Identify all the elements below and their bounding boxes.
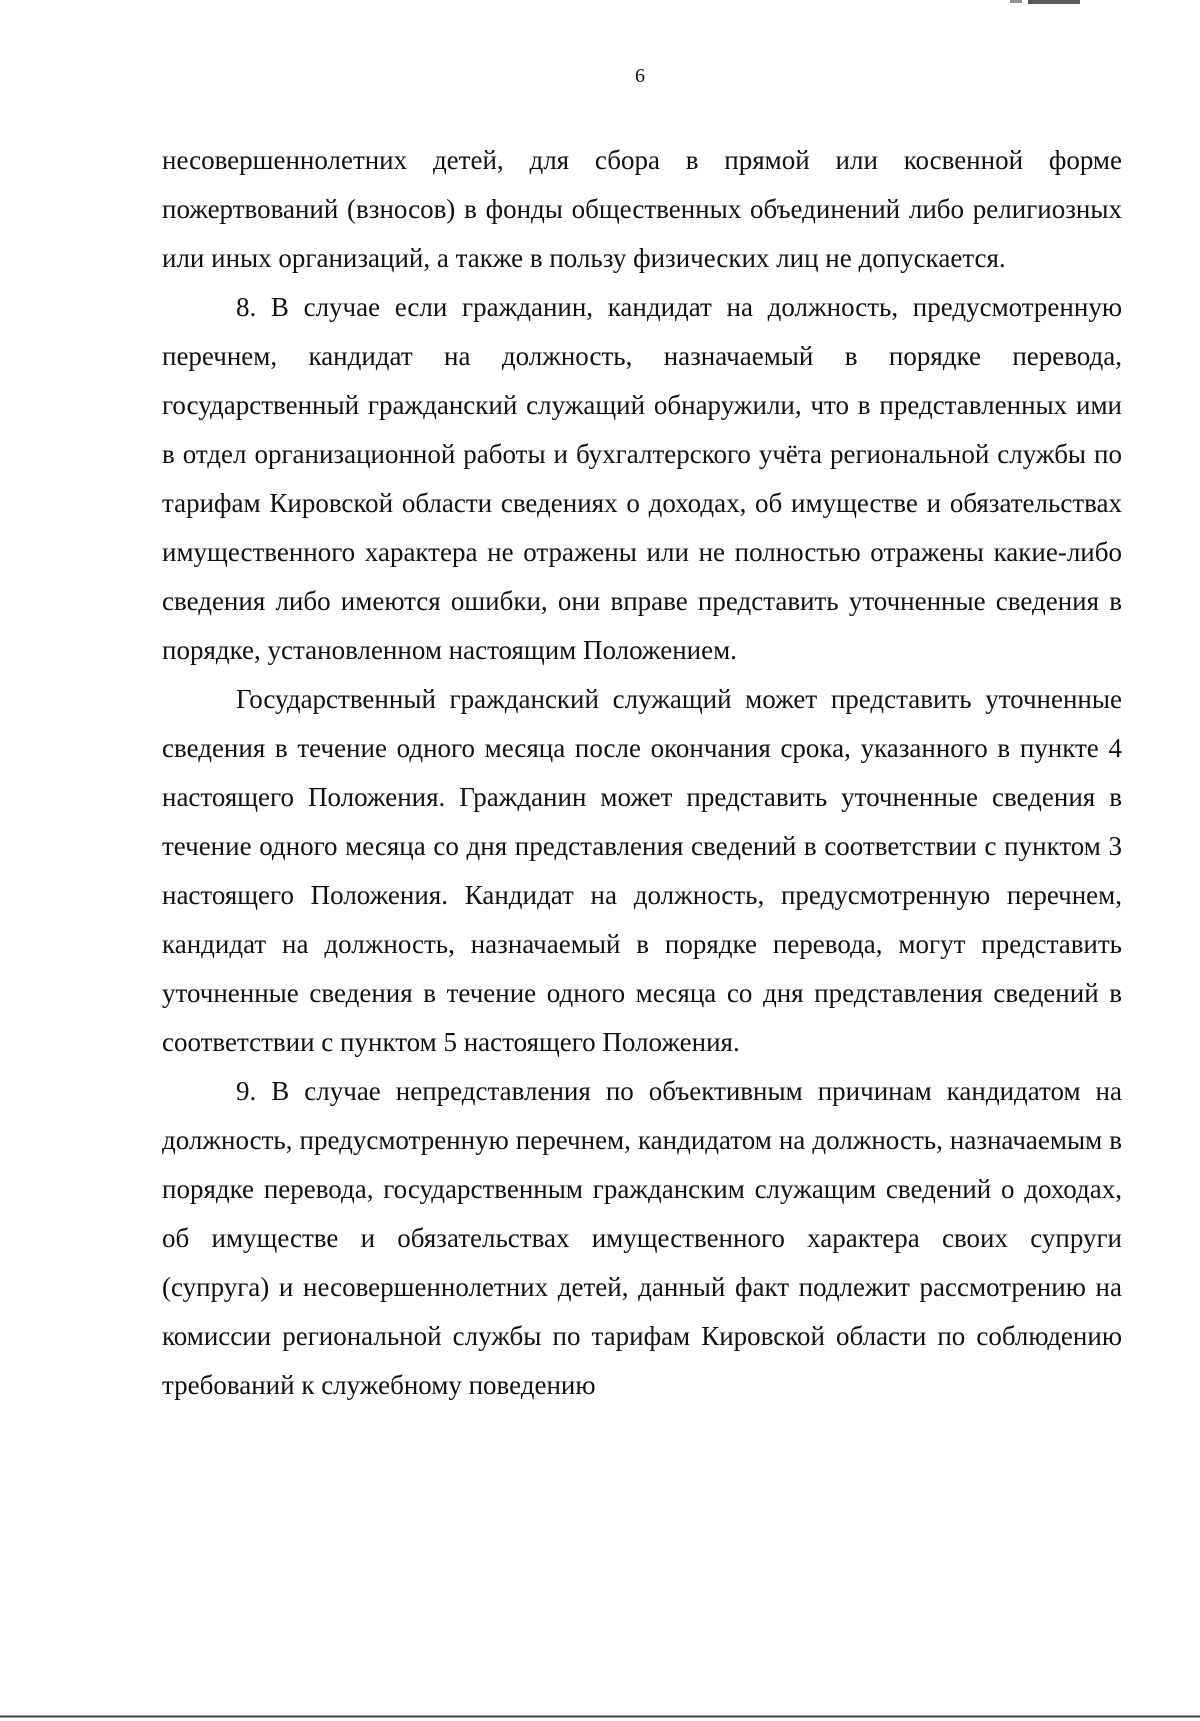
page-number: 6 bbox=[635, 65, 645, 87]
scan-mark bbox=[1028, 0, 1080, 4]
scan-bottom-rule bbox=[0, 1713, 1200, 1721]
paragraph-continuation: несовершеннолетних детей, для сбора в прямой или косвенной форме пожертвований (взносов) в фонды общественных объединений либо религиозных или иных организаций, а также в пользу физических лиц не допускается. bbox=[162, 145, 1122, 273]
paragraph-clarified-information: Государственный гражданский служащий может представить уточненные сведения в течение одного месяца после окончания срока, указанного в пункте 4 настоящего Положения. Гражданин может представить уточненные сведения в течение одного месяца со дня представления сведений в соответствии с пунктом 3 настоящего Положения. Кандидат на должность, предусмотренную перечнем, кандидат на должность, назначаемый в порядке перевода, могут представить уточненные сведения в течение одного месяца со дня представления сведений в соответствии с пунктом 5 настоящего Положения. bbox=[162, 684, 1122, 1057]
document-body bbox=[162, 136, 1122, 1410]
paragraph-item-9: 9. В случае непредставления по объективным причинам кандидатом на должность, предусмотренную перечнем, кандидатом на должность, назначаемым в порядке перевода, государственным гражданским служащим сведений о доходах, об имуществе и обязательствах имущественного характера своих супруги (супруга) и несовершеннолетних детей, данный факт подлежит рассмотрению на комиссии региональной службы по тарифам Кировской области по соблюдению требований к служебному поведению bbox=[162, 1076, 1122, 1400]
paragraph-item-8: 8. В случае если гражданин, кандидат на должность, предусмотренную перечнем, кандидат на должность, назначаемый в порядке перевода, государственный гражданский служащий обнаружили, что в представленных ими в отдел организационной работы и бухгалтерского учёта региональной службы по тарифам Кировской области сведениях о доходах, об имуществе и обязательствах имущественного характера не отражены или не полностью отражены какие-либо сведения либо имеются ошибки, они вправе представить уточненные сведения в порядке, установленном настоящим Положением. bbox=[162, 292, 1122, 665]
